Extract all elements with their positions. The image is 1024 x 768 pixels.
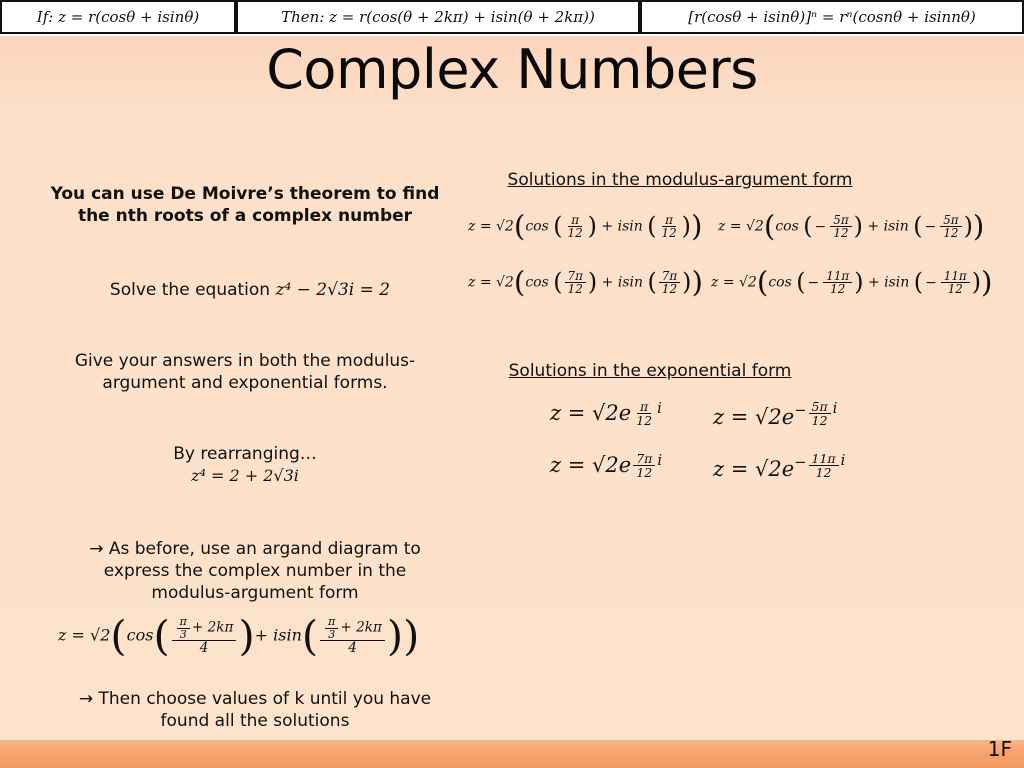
then-formula-box xyxy=(236,0,640,34)
arrow-note-1 xyxy=(40,538,470,604)
give-line-1: Give your answers in both the modulus- xyxy=(74,351,416,371)
footer-strip xyxy=(0,740,1024,768)
general-z: z = √2 xyxy=(58,625,111,645)
general-pi-1: π xyxy=(177,616,190,629)
mod-arg-heading: Solutions in the modulus-argument form xyxy=(507,170,853,190)
intro-text xyxy=(30,183,460,227)
general-2kpi-2: + 2kπ xyxy=(340,619,382,636)
arrow-note-1-line-2: express the complex number in the xyxy=(103,561,407,581)
arrow-note-2-line-2: found all the solutions xyxy=(160,711,350,731)
arrow-note-1-line-3: modulus-argument form xyxy=(151,583,359,603)
give-line-2: argument and exponential forms. xyxy=(102,373,388,393)
solve-equation: z⁴ − 2√3i = 2 xyxy=(275,280,391,300)
general-cos: cos xyxy=(126,625,154,645)
arrow-note-1-line-1: → As before, use an argand diagram to xyxy=(89,539,421,559)
general-2kpi-1: + 2kπ xyxy=(191,619,234,636)
rearranged-equation: z⁴ = 2 + 2√3i xyxy=(191,466,299,485)
arrow-note-2-line-1: → Then choose values of k until you have xyxy=(78,689,432,709)
intro-line-2: the nth roots of a complex number xyxy=(77,206,413,226)
exp-solution: z = √2e − $\frac{11\pi}{12}$ i xyxy=(713,451,846,481)
exp-solution: z = √2e − $\frac{5\pi}{12}$ i xyxy=(713,399,838,429)
mod-arg-solution: z = √2(cos ( − $\frac{11\pi}{12}$ ) + isin ( − $\frac{11\pi}{12}$ )) xyxy=(711,265,993,299)
mod-arg-solution: z = √2(cos ( − $\frac{5\pi}{12}$ ) + isin ( − $\frac{5\pi}{12}$ )) xyxy=(718,209,985,243)
general-pi-2: π xyxy=(325,616,338,629)
mod-arg-solution: z = √2(cos ( $\frac{\pi}{12}$ ) + isin ( $\frac{\pi}{12}$ )) xyxy=(468,209,703,243)
exp-solution: z = √2e $\frac{7\pi}{12}$ i xyxy=(550,451,663,481)
rearranging-block xyxy=(120,443,370,487)
intro-line-1: You can use De Moivre’s theorem to find xyxy=(50,184,440,204)
exp-heading: Solutions in the exponential form xyxy=(508,361,792,381)
mod-arg-solution: z = √2(cos ( $\frac{7\pi}{12}$ ) + isin ( $\frac{7\pi}{12}$ )) xyxy=(468,265,703,299)
page-title: Complex Numbers xyxy=(266,38,758,101)
exp-solution: z = √2e $\frac{\pi}{12}$ i xyxy=(550,399,662,429)
if-formula-box xyxy=(0,0,236,34)
general-solution-equation: z = √2(cos( $\frac{\pi}{3}$ + 2kπ 4 )+ isin( $\frac{\pi}{3}$ + 2kπ 4 )) xyxy=(58,611,420,660)
general-isin: + isin xyxy=(254,625,302,645)
give-instructions xyxy=(40,350,450,394)
if-formula: If: z = r(cosθ + isinθ) xyxy=(36,8,200,26)
demoivre-formula-box xyxy=(640,0,1024,34)
solve-label: Solve the equation xyxy=(109,280,271,300)
general-three-1: 3 xyxy=(179,627,187,641)
general-den-1: 4 xyxy=(199,640,209,657)
rearranging-label: By rearranging… xyxy=(173,444,317,464)
demoivre-formula: [r(cosθ + isinθ)]ⁿ = rⁿ(cosnθ + isinnθ) xyxy=(688,8,976,26)
then-formula: Then: z = r(cos(θ + 2kπ) + isin(θ + 2kπ)) xyxy=(281,8,595,26)
slide-code: 1F xyxy=(987,737,1012,761)
solve-prompt xyxy=(60,279,440,301)
general-three-2: 3 xyxy=(328,627,336,641)
general-den-2: 4 xyxy=(348,640,357,657)
arrow-note-2 xyxy=(40,688,470,732)
